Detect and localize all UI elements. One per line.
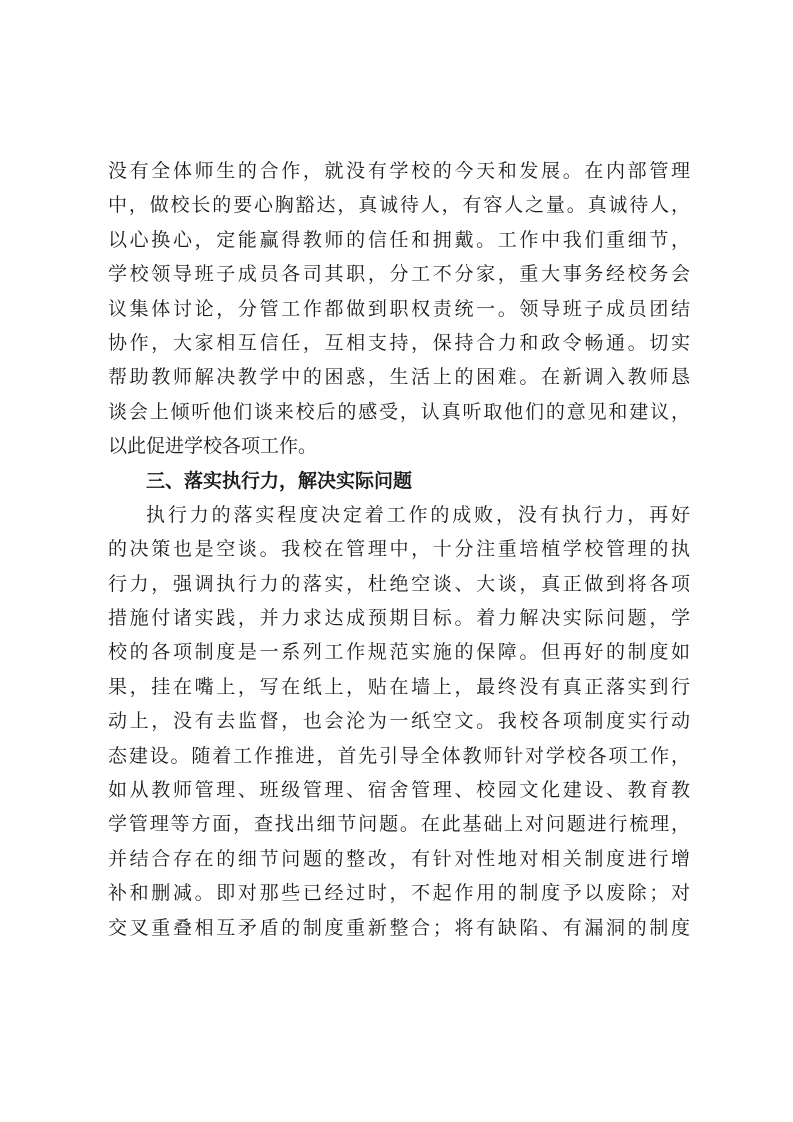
paragraph-2-line: 校的各项制度是一系列工作规范实施的保障。但再好的制度如: [108, 641, 690, 664]
paragraph-1-line: 以心换心，定能赢得教师的信任和拥戴。工作中我们重细节，: [108, 228, 690, 251]
paragraph-1-line: 中，做校长的要心胸豁达，真诚待人，有容人之量。真诚待人，: [108, 194, 690, 217]
paragraph-1-line: 协作，大家相互信任，互相支持，保持合力和政令畅通。切实: [108, 331, 690, 354]
paragraph-2-line: 学管理等方面，查找出细节问题。在此基础上对问题进行梳理，: [108, 813, 690, 836]
paragraph-2-line: 动上，没有去监督，也会沦为一纸空文。我校各项制度实行动: [108, 710, 690, 733]
paragraph-2-line: 的决策也是空谈。我校在管理中，十分注重培植学校管理的执: [108, 538, 690, 561]
paragraph-2-line: 并结合存在的细节问题的整改，有针对性地对相关制度进行增: [108, 847, 690, 870]
paragraph-2-line: 交叉重叠相互矛盾的制度重新整合；将有缺陷、有漏洞的制度: [108, 916, 690, 939]
paragraph-2-line: 态建设。随着工作推进，首先引导全体教师针对学校各项工作，: [108, 744, 690, 767]
paragraph-2-line: 如从教师管理、班级管理、宿舍管理、校园文化建设、教育教: [108, 779, 690, 802]
paragraph-1-line: 学校领导班子成员各司其职，分工不分家，重大事务经校务会: [108, 263, 690, 286]
paragraph-1-line: 以此促进学校各项工作。: [108, 435, 318, 458]
document-body: [108, 154, 690, 945]
section-heading: 三、落实执行力，解决实际问题: [146, 469, 413, 492]
paragraph-1-line: 谈会上倾听他们谈来校后的感受，认真听取他们的意见和建议，: [108, 400, 690, 423]
paragraph-2-line: 果，挂在嘴上，写在纸上，贴在墙上，最终没有真正落实到行: [108, 675, 690, 698]
paragraph-1-line: 议集体讨论，分管工作都做到职权责统一。领导班子成员团结: [108, 297, 690, 320]
paragraph-2-line: 措施付诸实践，并力求达成预期目标。着力解决实际问题，学: [108, 607, 690, 630]
paragraph-1-line: 没有全体师生的合作，就没有学校的今天和发展。在内部管理: [108, 160, 690, 182]
paragraph-2-line: 行力，强调执行力的落实，杜绝空谈、大谈，真正做到将各项: [108, 572, 690, 595]
paragraph-2-line: 执行力的落实程度决定着工作的成败，没有执行力，再好: [146, 503, 690, 526]
paragraph-1-line: 帮助教师解决教学中的困惑，生活上的困难。在新调入教师恳: [108, 366, 690, 389]
paragraph-2-line: 补和删减。即对那些已经过时，不起作用的制度予以废除；对: [108, 882, 690, 905]
